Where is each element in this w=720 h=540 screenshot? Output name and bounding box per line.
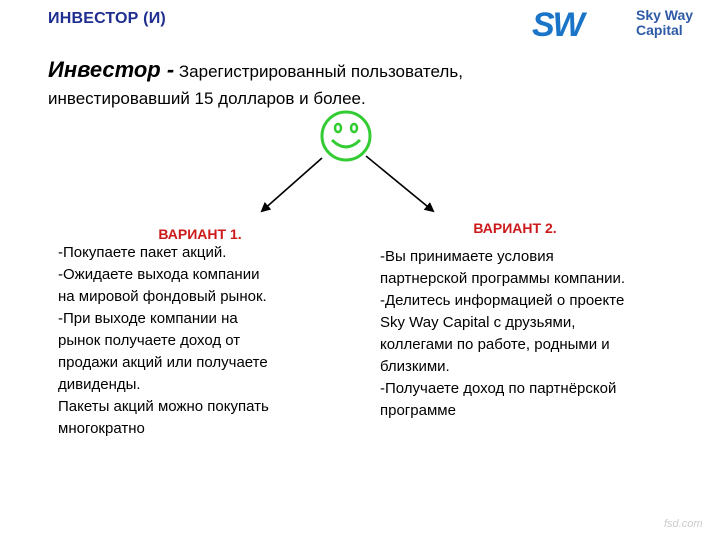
variant1-line: продажи акций или получаете <box>58 354 268 371</box>
variant2-title: ВАРИАНТ 2. <box>473 220 557 236</box>
variant1-line: рынок получаете доход от <box>58 332 241 349</box>
variant1-line: -Покупаете пакет акций. <box>58 244 227 261</box>
definition-text-line2: инвестировавший 15 долларов и более. <box>48 89 366 108</box>
variant1-body <box>58 242 328 440</box>
variant1-line: дивиденды. <box>58 376 141 393</box>
arrow-to-variant2 <box>366 156 433 211</box>
variant2-line: -Вы принимаете условия <box>380 248 554 265</box>
smiley-face-icon <box>318 110 374 162</box>
variant1-line: на мировой фондовый рынок. <box>58 288 267 305</box>
variant1-line: -При выходе компании на <box>58 310 238 327</box>
variant2-line: коллегами по работе, родными и <box>380 336 610 353</box>
sky-way-capital-logo <box>532 6 714 42</box>
logo-name <box>636 8 693 38</box>
variant2-line: -Получаете доход по партнёрской <box>380 380 617 397</box>
variant1-line: -Ожидаете выхода компании <box>58 266 260 283</box>
definition-term: Инвестор - <box>48 57 175 82</box>
logo-name-line1: Sky Way <box>636 7 694 23</box>
definition-text-line1: Зарегистрированный пользователь, <box>174 62 463 81</box>
variant2-line: партнерской программы компании. <box>380 270 626 287</box>
variant2-line: Sky Way Capital с друзьями, <box>380 314 576 331</box>
variant2-body <box>380 246 700 422</box>
logo-name-line2: Capital <box>636 22 683 38</box>
slide-title: ИНВЕСТОР (И) <box>48 10 166 27</box>
investor-definition <box>48 56 688 112</box>
variant2-line: близкими. <box>380 358 450 375</box>
logo-mark: SW <box>532 6 583 44</box>
variant2-line: программе <box>380 402 456 419</box>
variant1-line: многократно <box>58 420 145 437</box>
variant1-title: ВАРИАНТ 1. <box>158 226 242 242</box>
variant1-line: Пакеты акций можно покупать <box>58 398 269 415</box>
variant2-line: -Делитесь информацией о проекте <box>380 292 625 309</box>
watermark: fsd.com <box>664 518 703 530</box>
arrow-to-variant1 <box>262 158 322 211</box>
